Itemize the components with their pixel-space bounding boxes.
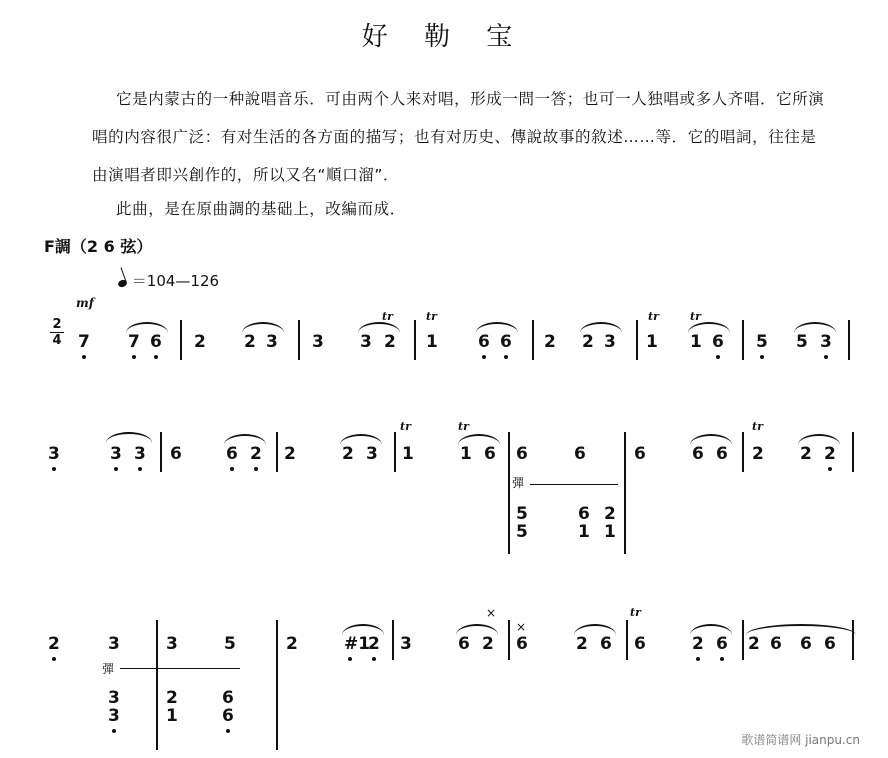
- arrangement-note: 此曲，是在原曲調的基础上，改編而成．: [116, 200, 406, 218]
- score-note: 1: [166, 706, 178, 726]
- slur: [690, 434, 732, 445]
- barline: [394, 432, 396, 472]
- score-note: 2: [748, 634, 760, 654]
- score-note: 3: [166, 634, 178, 654]
- score-note: 6: [170, 444, 182, 464]
- barline: [742, 620, 744, 660]
- score-note: 6: [692, 444, 704, 464]
- trill-mark: tr: [426, 310, 437, 323]
- octave-dot: [112, 729, 116, 733]
- time-signature: [50, 318, 64, 347]
- octave-dot: [504, 355, 508, 359]
- score-note: 1: [460, 444, 472, 464]
- score-note: 5: [224, 634, 236, 654]
- octave-dot: [114, 467, 118, 471]
- score-note: 6: [500, 332, 512, 352]
- trill-mark: tr: [400, 420, 411, 433]
- score-note: 2: [692, 634, 704, 654]
- octave-dot: [52, 657, 56, 661]
- score-note: 1: [604, 522, 616, 542]
- score-note: 3: [108, 706, 120, 726]
- barline: [156, 620, 158, 750]
- octave-dot: [824, 355, 828, 359]
- score-note: 2: [544, 332, 556, 352]
- score-note: 5: [516, 504, 528, 524]
- score-note: 7: [78, 332, 90, 352]
- slur: [242, 322, 284, 333]
- octave-dot: [696, 657, 700, 661]
- octave-dot: [138, 467, 142, 471]
- score-note: 6: [458, 634, 470, 654]
- score-note: 3: [360, 332, 372, 352]
- barline: [160, 432, 162, 472]
- barline: [508, 620, 510, 660]
- x-mark: ×: [486, 606, 497, 620]
- score-note: 2: [342, 444, 354, 464]
- barline: [392, 620, 394, 660]
- score-note: 1: [690, 332, 702, 352]
- score-note: 6: [716, 634, 728, 654]
- score-note: 6: [150, 332, 162, 352]
- score-note: 6: [712, 332, 724, 352]
- x-mark: ×: [516, 620, 527, 634]
- score-note: 2: [368, 634, 380, 654]
- score-note: 5: [516, 522, 528, 542]
- score-note: 6: [716, 444, 728, 464]
- intro-paragraph: 它是内蒙古的一种說唱音乐．可由两个人来对唱，形成一問一答；也可一人独唱或多人齐唱．它所演唱的内容很广泛：有对生活的各方面的描写；也有对历史、傳說故事的敘述……等．它的唱詞，往往是由演唱者即兴創作的，所以又名“順口溜”．: [92, 90, 825, 184]
- barline: [624, 432, 626, 554]
- octave-dot: [52, 467, 56, 471]
- score-note: 2: [194, 332, 206, 352]
- score-note: 2: [576, 634, 588, 654]
- slur: [358, 322, 400, 333]
- barline: [852, 620, 854, 660]
- trill-mark: tr: [752, 420, 763, 433]
- octave-dot: [372, 657, 376, 661]
- slur: [574, 624, 616, 635]
- barline: [848, 320, 850, 360]
- slur: [690, 624, 732, 635]
- score-note: 6: [516, 634, 528, 654]
- tan-mark: 彈: [102, 662, 115, 676]
- slur: [458, 434, 500, 445]
- barline: [276, 620, 278, 750]
- score-note: 2: [582, 332, 594, 352]
- score-note: 3: [48, 444, 60, 464]
- score-note: 3: [134, 444, 146, 464]
- key-signature: F調（2 6 弦）: [44, 237, 153, 256]
- score-note: 2: [482, 634, 494, 654]
- score-note: 3: [266, 332, 278, 352]
- score-note: 2: [244, 332, 256, 352]
- score-note: 6: [634, 444, 646, 464]
- octave-dot: [82, 355, 86, 359]
- slur: [340, 434, 382, 445]
- score-note: 6: [516, 444, 528, 464]
- score-note: 3: [604, 332, 616, 352]
- score-note: 2: [752, 444, 764, 464]
- score-note: 3: [110, 444, 122, 464]
- slur: [342, 624, 384, 635]
- tan-mark: 彈: [512, 476, 525, 490]
- slur: [456, 624, 498, 635]
- score-note: 1: [578, 522, 590, 542]
- trill-mark: tr: [382, 310, 393, 323]
- score-note: 3: [366, 444, 378, 464]
- slur: [580, 322, 622, 333]
- slur: [224, 434, 266, 445]
- trill-mark: tr: [648, 310, 659, 323]
- barline: [276, 432, 278, 472]
- octave-dot: [132, 355, 136, 359]
- score-note: 3: [820, 332, 832, 352]
- score-note: 3: [312, 332, 324, 352]
- octave-dot: [828, 467, 832, 471]
- barline: [414, 320, 416, 360]
- score-note: 6: [800, 634, 812, 654]
- slur: [798, 434, 840, 445]
- octave-dot: [482, 355, 486, 359]
- score-note: 6: [478, 332, 490, 352]
- slur: [794, 322, 836, 333]
- barline: [742, 320, 744, 360]
- underline: [530, 484, 618, 485]
- underline: [120, 668, 240, 669]
- barline: [852, 432, 854, 472]
- score-note: 6: [824, 634, 836, 654]
- barline: [626, 620, 628, 660]
- score-note: 1: [402, 444, 414, 464]
- tempo-value: ＝104—126: [131, 272, 220, 290]
- score-note: 2: [604, 504, 616, 524]
- score-note: 1: [646, 332, 658, 352]
- tempo-marking: [118, 270, 219, 291]
- watermark: 歌谱简谱网 jianpu.cn: [741, 733, 860, 747]
- score-note: 2: [384, 332, 396, 352]
- score-note: 6: [578, 504, 590, 524]
- score-note: #1: [344, 634, 371, 654]
- time-signature-top: 2: [52, 317, 62, 332]
- octave-dot: [230, 467, 234, 471]
- octave-dot: [226, 729, 230, 733]
- score-note: 3: [108, 634, 120, 654]
- trill-mark: tr: [630, 606, 641, 619]
- octave-dot: [348, 657, 352, 661]
- score-note: 2: [48, 634, 60, 654]
- score-note: 7: [128, 332, 140, 352]
- score-note: 2: [824, 444, 836, 464]
- score-note: 6: [222, 706, 234, 726]
- barline: [508, 432, 510, 554]
- slur: [688, 322, 730, 333]
- score-note: 3: [108, 688, 120, 708]
- quarter-note-icon: [117, 279, 128, 289]
- score-note: 2: [284, 444, 296, 464]
- time-signature-bottom: 4: [52, 333, 62, 348]
- score-note: 5: [796, 332, 808, 352]
- score-note: 6: [484, 444, 496, 464]
- barline: [180, 320, 182, 360]
- barline: [636, 320, 638, 360]
- score-note: 6: [574, 444, 586, 464]
- score-note: 6: [226, 444, 238, 464]
- octave-dot: [716, 355, 720, 359]
- slur: [476, 322, 518, 333]
- slur: [746, 624, 856, 635]
- score-note: 6: [222, 688, 234, 708]
- slur: [126, 322, 168, 333]
- barline: [742, 432, 744, 472]
- trill-mark: tr: [690, 310, 701, 323]
- score-note: 6: [600, 634, 612, 654]
- barline: [532, 320, 534, 360]
- octave-dot: [154, 355, 158, 359]
- slur: [106, 432, 152, 443]
- octave-dot: [254, 467, 258, 471]
- score-note: 2: [250, 444, 262, 464]
- page-title: 好 勒 宝: [361, 22, 527, 52]
- score-note: 6: [770, 634, 782, 654]
- score-note: 6: [634, 634, 646, 654]
- dynamic-mark: mf: [76, 296, 94, 310]
- score-note: 5: [756, 332, 768, 352]
- score-note: 2: [166, 688, 178, 708]
- score-note: 1: [426, 332, 438, 352]
- barline: [298, 320, 300, 360]
- score-note: 2: [800, 444, 812, 464]
- octave-dot: [720, 657, 724, 661]
- octave-dot: [760, 355, 764, 359]
- score-note: 3: [400, 634, 412, 654]
- score-note: 2: [286, 634, 298, 654]
- trill-mark: tr: [458, 420, 469, 433]
